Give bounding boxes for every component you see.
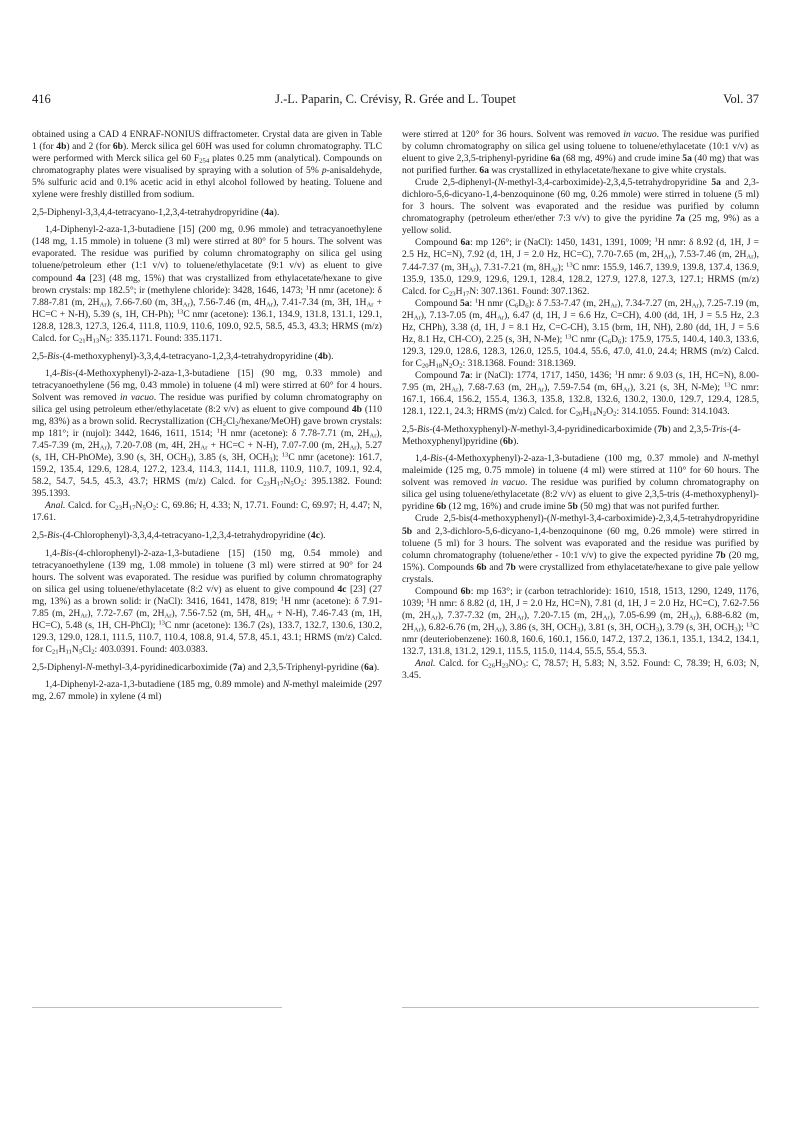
right-paragraph: 1,4-Bis-(4-Methoxyphenyl)-2-aza-1,3-butadiene (100 mg, 0.37 mmole) and N-methyl maleimide (125 mg, 0.75 mmole) in toluene (4 ml) were stirred at 110° for 60 hours. The solvent was removed in vacuo. The residue was purified by column chromatography on silica gel using toluene/ethylacetate (8:2 v/v) as eluent to give 2,3,5-tris (4-methoxyphenyl)-pyridine 6b (12 mg, 16%) and crude imine 5b (50 mg) that was not purifed further. <box>402 453 759 513</box>
volume-label: Vol. 37 <box>723 92 759 106</box>
right-paragraph: Crude 2,5-bis(4-methoxyphenyl)-(N-methyl-3,4-carboximide)-2,3,4,5-tetrahydropyridine 5b and 2,3-dichloro-5,6-dicyano-1,4-benzoquinone (60 mg, 0.26 mmole) were stirred in toluene (5 ml) for 3 hours. The solvent was evaporated and the residue was purified by column chromatography (toluene/ether - 10:1 v/v) to give the expected pyridine 7b (20 mg, 15%). Compounds 6b and 7b were crystallized from ethylacetate/hexane to give pale yellow crystals. <box>402 513 759 585</box>
right-column <box>402 129 759 682</box>
footer-rule-left <box>32 1007 282 1008</box>
running-header <box>32 92 759 108</box>
left-section-heading: 2,5-Bis-(4-methoxyphenyl)-3,3,4,4-tetracyano-1,2,3,4-tetrahydropyridine (4b). <box>32 350 334 362</box>
left-section-heading: 2,5-Diphenyl-N-methyl-3,4-pyridinedicarboximide (7a) and 2,3,5-Triphenyl-pyridine (6a). <box>32 661 380 673</box>
right-paragraph: Compound 6a: mp 126°; ir (NaCl): 1450, 1431, 1391, 1009; $^1$H nmr: δ 8.92 (d, 1H, J = 2.5 Hz, HC=N), 7.92 (d, 1H, J = 2.0 Hz, HC=C), 7.70-7.65 (m, $2H_{Ar}$), 7.53-7.46 (m, $2H_{Ar}$), 7.44-7.37 (m, $3H_{Ar}$), 7.31-7.21 (m, $8H_{Ar}$); $^{13}$C nmr: 155.9, 146.7, 139.9, 139.8, 137.4, 136.9, 135.9, 135.0, 129.9, 129.6, 129.1, 128.4, 128.2, 127.9, 127.8, 127.3, 127.1; HRMS (m/z) Calcd. for $C_{23}H_{17}N$: 307.1361. Found: 307.1362. <box>402 237 760 298</box>
left-column <box>32 129 382 703</box>
right-paragraph: Anal. Calcd. for $C_{26}H_{23}NO_3$: C, 78.57; H, 5.83; N, 3.52. Found: C, 78.39; H, 6.03; N, 3.45. <box>402 658 759 682</box>
left-paragraph: Anal. Calcd. for $C_{23}H_{17}N_5O_2$: C, 69.86; H, 4.33; N, 17.71. Found: C, 69.97; H, 4.47; N, 17.61. <box>32 500 382 524</box>
footer-rule-right <box>402 1007 759 1008</box>
left-paragraph: 1,4-Bis-(4-Methoxyphenyl)-2-aza-1,3-butadiene [15] (90 mg, 0.33 mmole) and tetracyanoethylene (56 mg, 0.43 mmole) in toluene (4 ml) were stirred at 60° for 4 hours. Solvent was removed in vacuo. The residue was purified by column chromatography on silica gel using petroleum ether/ethylacetate (8:2 v/v) as eluent to give compound 4b (110 mg, 83%) as a brown solid. Recrystallization $(CH_2Cl_2/hexane/MeOH)$ gave brown crystals: mp 181°; ir (nujol): 3442, 1646, 1611, 1514; $^1$H nmr (acetone): δ 7.78-7.71 (m, $2H_{Ar}$), 7.45-7.39 (m, $2H_{Ar}$), 7.20-7.08 (m, 4H, $2H_{Ar} + HC=C + N-H$), 7.07-7.00 (m, $2H_{Ar}$), 5.27 (s, 1H, CH-PhOMe), 3.90 (s, 3H, $OCH_3$), 3.85 (s, 3H, $OCH_3$); $^{13}$C nmr (acetone): 161.7, 159.2, 135.4, 129.6, 128.4, 127.2, 123.4, 114.3, 114.1, 111.8, 110.9, 110.7, 109.1, 92.4, 58.2, 54.7, 54.5, 45.3, 43.7; HRMS (m/z) Calcd. for $C_{23}H_{17}N_5O_2$: 395.1382. Found: 395.1393. <box>32 367 383 500</box>
right-paragraph: Compound 7a: ir (NaCl): 1774, 1717, 1450, 1436; $^1$H nmr: δ 9.03 (s, 1H, HC=N), 8.00-7.95 (m, $2H_{Ar}$), 7.68-7.63 (m, $2H_{Ar}$), 7.59-7.54 (m, $6H_{Ar}$), 3.21 (s, 3H, N-Me); $^{13}$C nmr: 167.1, 166.4, 156.2, 155.4, 136.3, 135.8, 132.8, 132.6, 130.2, 130.0, 129.7, 129.4, 128.5, 128.1, 122.1, 24.3; HRMS (m/z) Calcd. for $C_{20}H_{14}N_2O_2$: 314.1055. Found: 314.1043. <box>402 369 760 418</box>
left-paragraph: 1,4-Diphenyl-2-aza-1,3-butadiene (185 mg, 0.89 mmole) and N-methyl maleimide (297 mg, 2.67 mmole) in xylene (4 ml) <box>32 678 382 703</box>
right-section-heading: 2,5-Bis-(4-Methoxyphenyl)-N-methyl-3,4-pyridinedicarboximide (7b) and 2,3,5-Tris-(4-Methoxyphenyl)pyridine (6b). <box>402 424 741 448</box>
left-section-heading: 2,5-Diphenyl-3,3,4,4-tetracyano-1,2,3,4-tetrahydropyridine (4a). <box>32 207 280 219</box>
page-number: 416 <box>32 92 51 106</box>
right-paragraph: were stirred at 120° for 36 hours. Solvent was removed in vacuo. The residue was purified by column chromatography on silica gel using toluene to toluene/ethylacetate (10:1 v/v) as eluent to give 2,3,5-triphenyl-pyridine 6a (68 mg, 49%) and crude imine 5a (40 mg) that was not purified further. 6a was crystallized in ethylacetate/hexane to give white crystals. <box>402 129 759 177</box>
left-paragraph: obtained using a CAD 4 ENRAF-NONIUS diffractometer. Crystal data are given in Table 1 (for 4b) and 2 (for 6b). Merck silica gel 60H was used for column chromatography. TLC were performed with Merck silica gel 60 $F_{254}$ plates 0.25 mm (analytical). Compounds on chromatography plates were visualised by spraying with a solution of 5% p-anisaldehyde, 5% sulfuric acid and 0.1% acetic acid in ethyl alcohol followed by heating. Toluene and xylene were freshly distilled from sodium. <box>32 129 383 201</box>
left-paragraph: 1,4-Bis-(4-chlorophenyl)-2-aza-1,3-butadiene [15] (150 mg, 0.54 mmole) and tetracyanoethylene (139 mg, 1.08 mmole) in toluene (3 ml) were stirred at 90° for 24 hours. The solvent was evaporated. The residue was purified by column chromatography on silica gel using toluene/ethylacetate (8:2 v/v) as eluent to give compound 4c [23] (27 mg, 13%) as a brown solid: ir (NaCl): 3416, 1641, 1478, 819; $^1$H nmr (acetone): δ 7.91-7.85 (m, $2H_{Ar}$), 7.72-7.67 (m, $2H_{Ar}$), 7.56-7.52 (m, 5H, $4H_{Ar} + N-H$), 7.46-7.43 (m, 1H, HC=C), 5.48 (s, 1H, CH-PhCl); $^{13}$C nmr (acetone): 136.7 (2s), 133.7, 132.7, 130.6, 130.2, 129.3, 129.0, 128.1, 111.5, 110.7, 110.4, 108.8, 91.4, 57.8, 45.1, 43.1; HRMS (m/z) Calcd. for $C_{21}H_{11}N_5Cl_2$: 403.0391. Found: 403.0383. <box>32 547 383 656</box>
right-paragraph: Compound 6b: mp 163°; ir (carbon tetrachloride): 1610, 1518, 1513, 1290, 1249, 1176, 1039; $^1$H nmr: δ 8.82 (d, 1H, J = 2.0 Hz, HC=N), 7.81 (d, 1H, J = 2.0 Hz, HC=C), 7.62-7.56 (m, $2H_{Ar}$), 7.37-7.32 (m, $2H_{Ar}$), 7.20-7.15 (m, $2H_{Ar}$), 7.05-6.99 (m, $2H_{Ar}$), 6.88-6.82 (m, $2H_{Ar}$), 6.82-6.76 (m, $2H_{Ar}$), 3.86 (s, 3H, $OCH_3$), 3.81 (s, 3H, $OCH_3$), 3.79 (s, 3H, $OCH_3$); $^{13}$C nmr (deuteriobenzene): 160.8, 160.6, 160.1, 156.0, 147.2, 137.2, 136.1, 135.1, 134.2, 134.1, 132.7, 131.8, 131.2, 129.1, 115.5, 115.0, 114.4, 55.5, 55.4, 55.3. <box>402 585 760 657</box>
right-paragraph: Compound 5a: $^1$H nmr $(C_6D_6)$: δ 7.53-7.47 (m, $2H_{Ar}$), 7.34-7.27 (m, $2H_{Ar}$), 7.25-7.19 (m, $2H_{Ar}$), 7.13-7.05 (m, $4H_{Ar}$), 6.47 (d, 1H, J = 6.6 Hz, C=CH), 4.00 (dd, 1H, J = 5.5 Hz, 2.3 Hz, CHPh), 3.38 (d, 1H, J = 8.1 Hz, C=C-CH), 3.15 (brm, 1H, NH), 2.80 (dd, 1H, J = 5.6 Hz, 8.1 Hz, CH-CO), 2.25 (s, 3H, N-Me); $^{13}$C nmr $(C_6D_6)$: 175.9, 175.5, 140.4, 140.3, 133.6, 129.3, 129.0, 128.6, 128.3, 126.0, 125.5, 104.4, 55.6, 47.0, 41.0, 24.4; HRMS (m/z) Calcd. for $C_{20}H_{18}N_2O_2$: 318.1368. Found: 318.1369. <box>402 297 759 370</box>
left-paragraph: 1,4-Diphenyl-2-aza-1,3-butadiene [15] (200 mg, 0.96 mmole) and tetracyanoethylene (148 mg, 1.15 mmole) in toluene (3 ml) were stirred at 80° for 5 hours. The solvent was evaporated. The residue was purified by column chromatography on silica gel using toluene/petroleum ether (1:1 v/v) to toluene/ethylacetate (9:1 v/v) as eluent to give compound 4a [23] (48 mg, 15%) that was crystallized from ethylacetate/hexane to give brown crystals: mp 182.5°; ir (methylene chloride): 3428, 1646, 1473; $^1$H nmr (acetone): δ 7.88-7.81 (m, $2H_{Ar}$), 7.66-7.60 (m, $3H_{Ar}$), 7.56-7.46 (m, $4H_{Ar}$), 7.41-7.34 (m, 3H, $1H_{Ar} + HC=C + N-H$), 5.39 (s, 1H, CH-Ph); $^{13}$C nmr (acetone): 136.1, 134.9, 131.8, 131.1, 129.1, 128.8, 128.3, 127.3, 126.4, 111.8, 110.9, 110.6, 109.0, 92.5, 58.5, 45.3, 43.3; HRMS (m/z) Calcd. for $C_{21}H_{13}N_5$: 335.1171. Found: 335.1171. <box>32 224 383 345</box>
left-section-heading: 2,5-Bis-(4-Chlorophenyl)-3,3,4,4-tetracyano-1,2,3,4-tetrahydropyridine (4c). <box>32 530 326 542</box>
running-header-authors: J.-L. Paparin, C. Crévisy, R. Grée and L. Toupet <box>275 92 516 106</box>
right-paragraph: Crude 2,5-diphenyl-(N-methyl-3,4-carboximide)-2,3,4,5-tetrahydropyridine 5a and 2,3-dichloro-5,6-dicyano-1,4-benzoquinone (60 mg, 0.26 mmole) were stirred in toluene (5 ml) for 3 hours. The solvent was evaporated and the residue was purified by column chromatography (petroleum ether/ether 7:3 v/v) to give the pyridine 7a (25 mg, 9%) as a yellow solid. <box>402 177 760 237</box>
